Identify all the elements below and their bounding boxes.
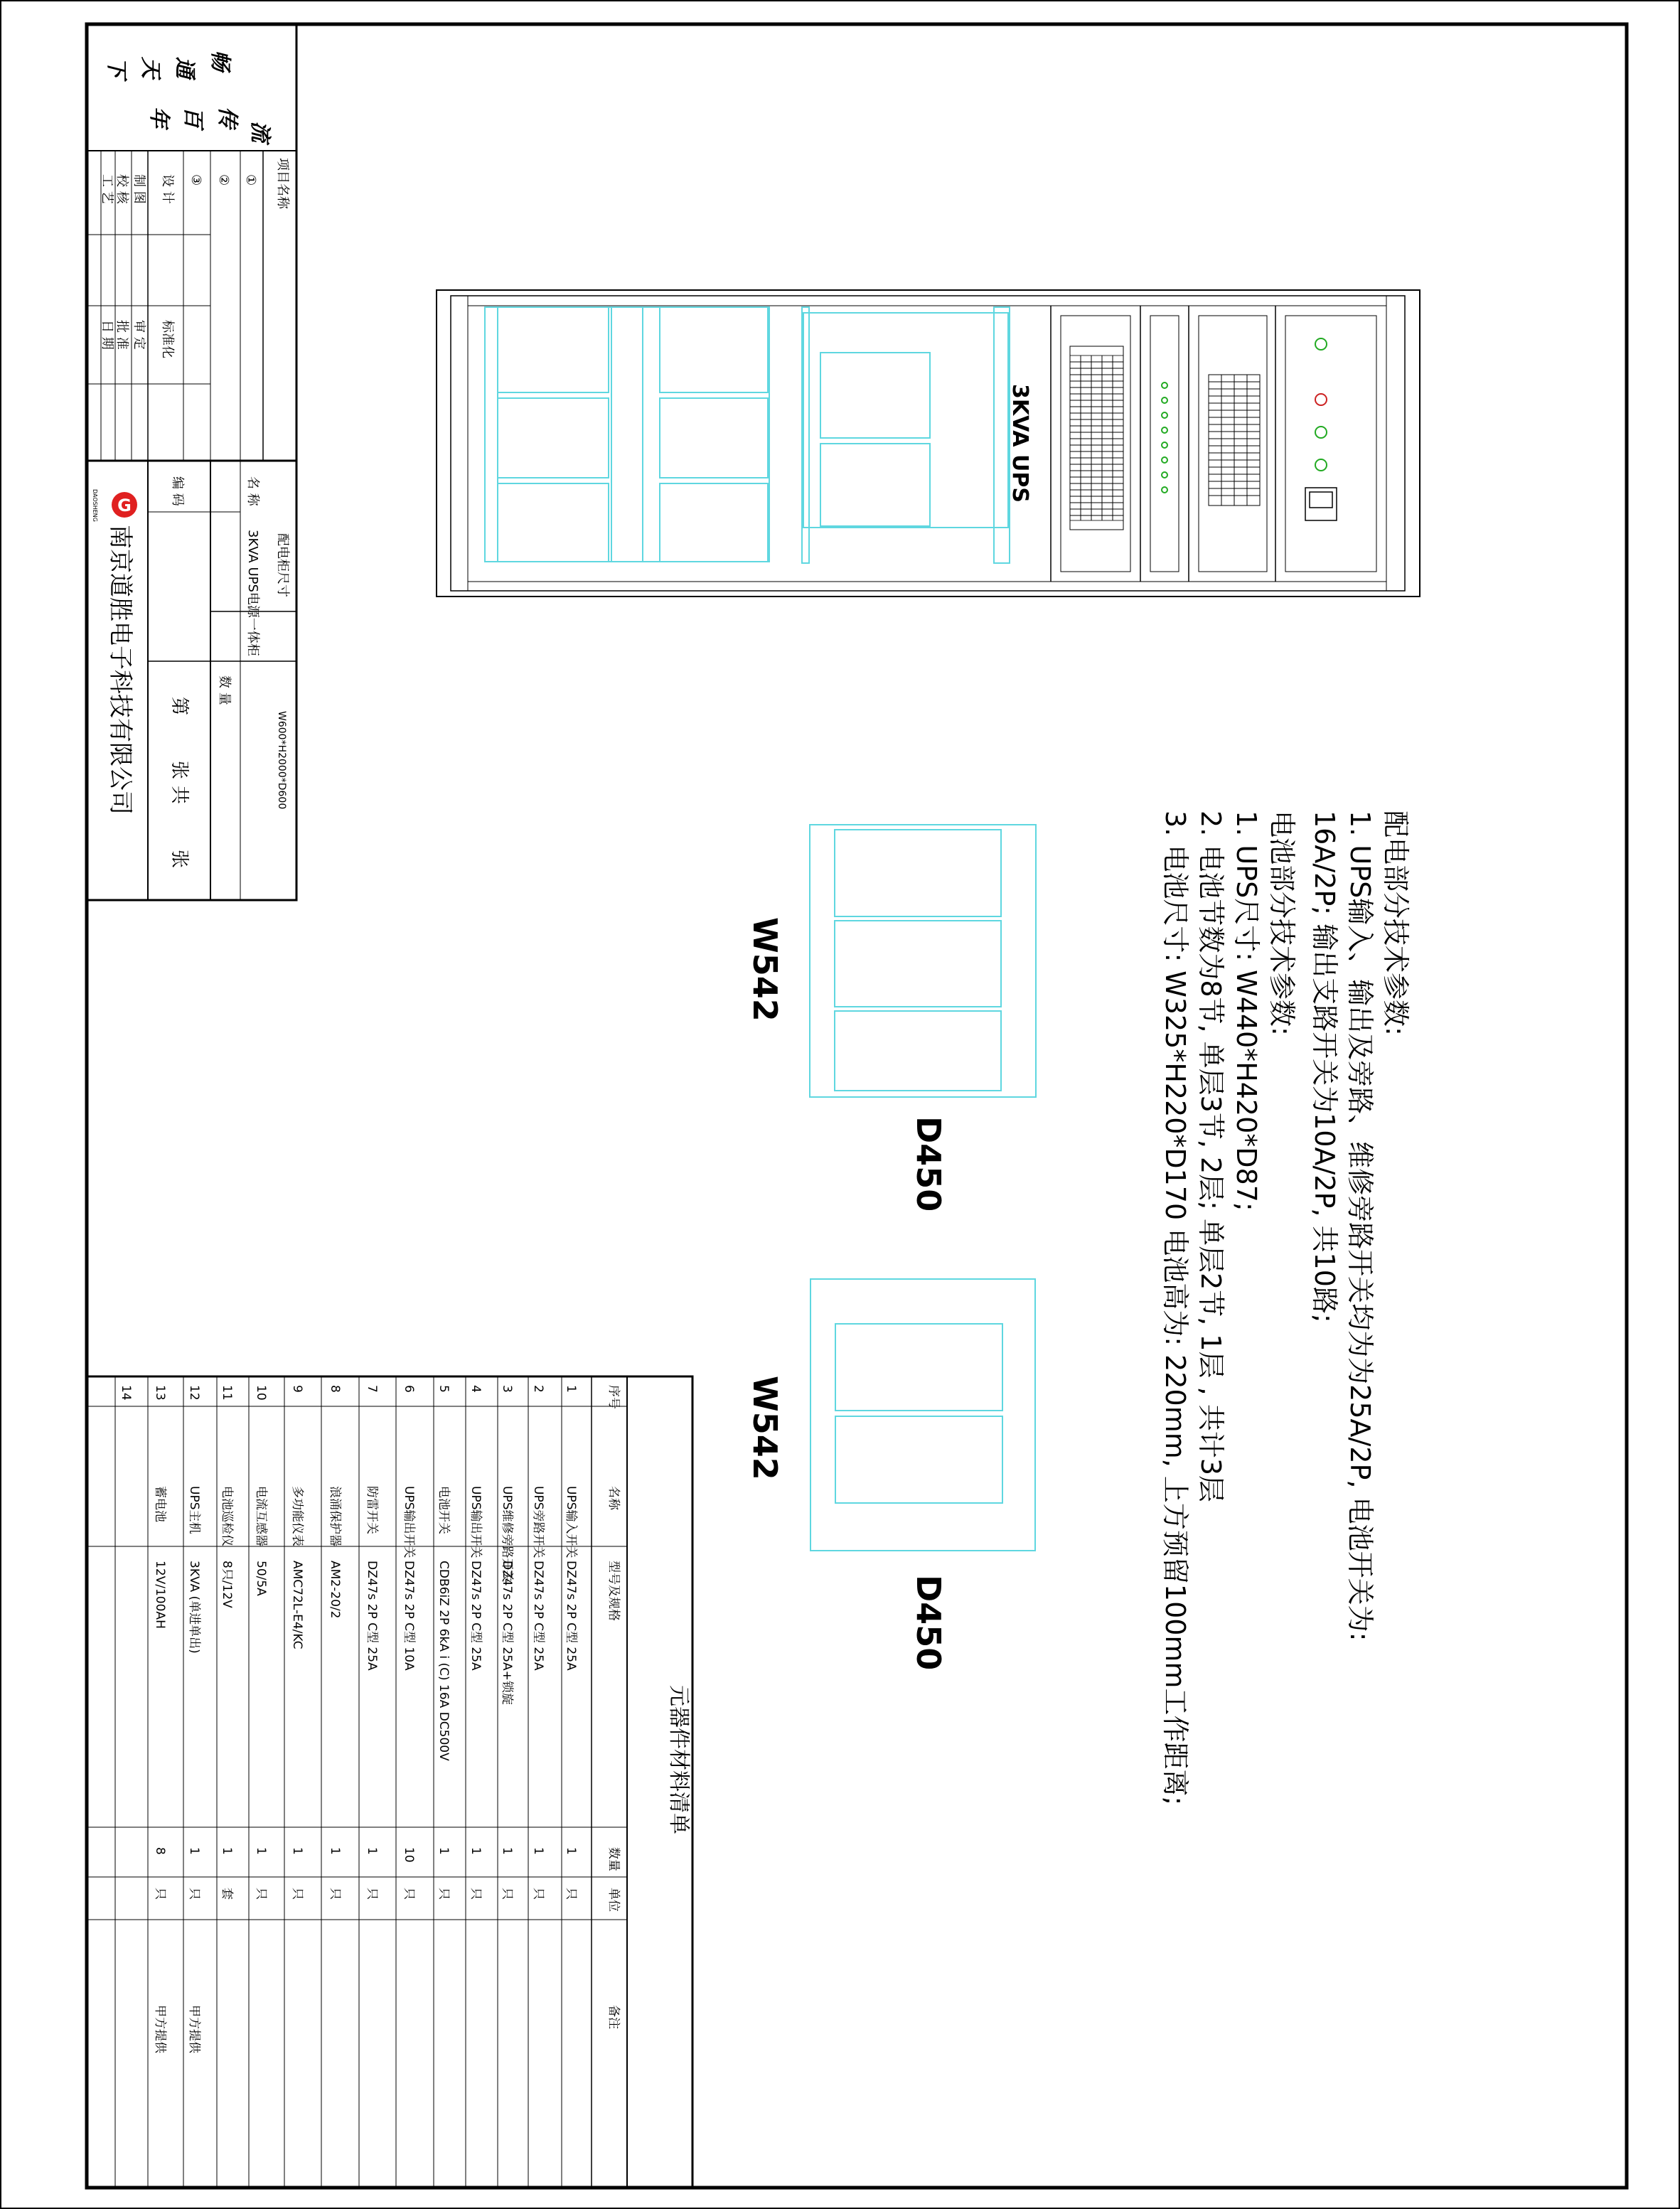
bom-header-cell: 序号 — [606, 1385, 621, 1409]
bom-cell: 防雷开关 — [365, 1486, 379, 1534]
bom-cell: 5 — [437, 1385, 451, 1393]
bom-cell: 10 — [254, 1385, 268, 1401]
bom-cell: 1 — [187, 1847, 201, 1855]
battery-view-1-width: W542 — [746, 917, 784, 1022]
bom-cell: 只 — [153, 1888, 167, 1900]
bom-cell: DZ47s 2P C型 25A+锁旋 — [500, 1561, 514, 1705]
bom-cell: 12V/100AH — [153, 1561, 167, 1629]
breaker-row-icon — [1070, 346, 1123, 530]
power-heading: 配电部分技术参数: — [1380, 811, 1411, 1036]
breaker-row-icon — [1209, 375, 1260, 506]
bom-cell: DZ47s 2P C型 25A — [531, 1561, 545, 1671]
bom-cell: 1 — [564, 1385, 578, 1393]
battery-line-1: 1. UPS尺寸: W440*H420*D87; — [1231, 811, 1262, 1212]
bom-cell: AM2-20/2 — [328, 1561, 342, 1619]
bom-cell: UPS输出开关 — [469, 1486, 483, 1558]
bom-cell: 只 — [531, 1888, 545, 1900]
bom-cell: 13 — [153, 1385, 167, 1401]
bom-cell: 1 — [469, 1847, 483, 1855]
bom-cell: 甲方提供 — [153, 2005, 167, 2053]
bom-cell: 只 — [500, 1888, 514, 1900]
code-label: 编 码 — [170, 476, 185, 506]
bom-table — [87, 1376, 692, 2188]
project-label: 项目名称 — [275, 158, 290, 209]
tech-notes — [1160, 811, 1411, 1805]
bom-cell: 1 — [531, 1847, 545, 1855]
battery-view-2 — [810, 1279, 1035, 1551]
bom-cell: 8 — [153, 1847, 167, 1855]
bom-cell: 只 — [402, 1888, 416, 1900]
bom-cell: UPS输出开关 — [402, 1486, 416, 1558]
product-name: 3KVA UPS电源一体柜 — [245, 530, 260, 656]
bom-cell: 9 — [290, 1385, 304, 1393]
bom-cell: DZ47s 2P C型 25A — [469, 1561, 483, 1671]
bom-cell: UPS旁路开关 — [531, 1486, 545, 1558]
bom-cell: 1 — [328, 1847, 342, 1855]
slogan — [104, 50, 272, 146]
bom-cell: 只 — [365, 1888, 379, 1900]
bom-cell: DZ47s 2P C型 10A — [402, 1561, 416, 1671]
circled-2: ② — [216, 174, 231, 186]
bom-cell: 14 — [119, 1385, 133, 1401]
bom-cell: DZ47s 2P C型 25A — [365, 1561, 379, 1671]
slogan-char: 通 — [172, 57, 197, 78]
role-approve-review: 审 定 — [132, 320, 146, 350]
bom-cell: 只 — [469, 1888, 483, 1900]
qty-label: 数 量 — [217, 675, 232, 705]
bom-header-cell: 数量 — [606, 1847, 621, 1871]
bom-cell: 10 — [402, 1847, 416, 1863]
bom-cell: 1 — [254, 1847, 268, 1855]
circled-3: ③ — [188, 174, 203, 186]
role-process: 工 艺 — [100, 174, 114, 204]
ups-label: 3KVA UPS — [1007, 384, 1032, 503]
bom-cell: 3KVA (单进单出) — [187, 1561, 201, 1654]
slogan-char: 下 — [104, 57, 129, 78]
bom-header-cell: 型号及规格 — [606, 1561, 621, 1621]
role-check: 校 核 — [114, 174, 129, 204]
inner-border — [87, 24, 1627, 2188]
bom-header-cell: 备注 — [606, 2005, 621, 2029]
bom-cell: 8只/12V — [220, 1561, 234, 1608]
bom-cell: 6 — [402, 1385, 416, 1393]
bom-cell: 2 — [531, 1385, 545, 1393]
power-line-1: 1. UPS输入、输出及旁路、维修旁路开关均为为25A/2P, 电池开关为: — [1344, 811, 1376, 1642]
bom-cell: 1 — [290, 1847, 304, 1855]
circled-1: ① — [243, 174, 258, 186]
battery-view-1-depth: D450 — [909, 1116, 948, 1212]
bom-cell: 1 — [365, 1847, 379, 1855]
bom-title: 元器件材料清单 — [666, 1685, 691, 1834]
slogan-char: 畅 — [208, 50, 232, 71]
bom-cell: 只 — [564, 1888, 578, 1900]
logo-sub: DAOSHENG — [92, 489, 98, 522]
bom-cell: 1 — [564, 1847, 578, 1855]
bom-cell: 50/5A — [254, 1561, 268, 1596]
bom-cell: UPS输入开关 — [564, 1486, 578, 1558]
bom-cell: CDB6iZ 2P 6kA i (C) 16A DC500V — [437, 1561, 451, 1761]
bom-cell: AMC72L-E4/KC — [290, 1561, 304, 1649]
indicator-led-icon — [1162, 383, 1167, 493]
sheet-no-3: 共 — [168, 786, 190, 805]
battery-view-2-width: W542 — [746, 1376, 784, 1480]
bom-header-cell: 单位 — [606, 1888, 621, 1912]
slogan-char: 年 — [146, 107, 171, 128]
bom-header-cell: 名称 — [606, 1486, 621, 1510]
logo-letter: G — [117, 496, 132, 515]
bom-cell: DZ47s 2P C型 25A — [564, 1561, 578, 1671]
bom-cell: 甲方提供 — [187, 2005, 201, 2053]
battery-line-3: 3. 电池尺寸: W325*H220*D170 电池高为: 220mm, 上方预留100mm工作距离; — [1160, 811, 1191, 1806]
company-logo — [92, 489, 137, 522]
bom-cell: 11 — [220, 1385, 234, 1401]
bom-cell: 1 — [220, 1847, 234, 1855]
slogan-char: 传 — [215, 107, 240, 128]
slogan-char: 流 — [247, 121, 272, 142]
bom-cell: 3 — [500, 1385, 514, 1393]
bom-cell: 只 — [437, 1888, 451, 1900]
bom-cell: 多功能仪表 — [290, 1486, 304, 1546]
slogan-char: 百 — [181, 107, 205, 128]
bom-cell: 7 — [365, 1385, 379, 1393]
cabinet-size-value: W600*H2000*D600 — [276, 711, 287, 810]
slogan-char: 天 — [138, 57, 163, 78]
bom-cell: 12 — [187, 1385, 201, 1401]
battery-view-2-depth: D450 — [909, 1575, 948, 1671]
bom-cell: 只 — [187, 1888, 201, 1900]
cabinet-size-label: 配电柜尺寸 — [275, 533, 290, 597]
bom-cell: UPS主机 — [187, 1486, 201, 1534]
role-design: 设 计 — [160, 174, 175, 204]
bom-cell: 只 — [290, 1888, 304, 1900]
company-name: 南京道胜电子科技有限公司 — [106, 525, 134, 815]
bom-cell: 只 — [254, 1888, 268, 1900]
bom-cell: 电池巡检仪 — [220, 1486, 234, 1546]
bom-cell: 电池开关 — [437, 1486, 451, 1534]
bom-cell: 蓄电池 — [153, 1486, 167, 1522]
bom-cell: 1 — [437, 1847, 451, 1855]
role-date: 日 期 — [100, 320, 114, 350]
sheet-no-1: 第 — [168, 697, 190, 716]
bom-cells — [119, 1385, 621, 2054]
battery-view-1 — [810, 825, 1036, 1097]
bom-cell: 浪涌保护器 — [328, 1486, 342, 1546]
bom-cell: 4 — [469, 1385, 483, 1393]
bom-cell: 套 — [220, 1888, 234, 1900]
role-draw: 制 图 — [132, 174, 146, 204]
bom-cell: UPS维修旁路开关 — [500, 1486, 514, 1583]
battery-line-2: 2. 电池节数为8节, 单层3节, 2层; 单层2节, 1层 , 共计3层 — [1195, 811, 1226, 1502]
sheet-no-2: 张 — [168, 761, 190, 780]
bom-cell: 电流互感器 — [254, 1486, 268, 1546]
role-standard: 标准化 — [160, 320, 175, 358]
name-label: 名 称 — [245, 476, 260, 506]
digital-meter-icon — [1305, 488, 1337, 520]
bom-cell: 只 — [328, 1888, 342, 1900]
cabinet-cyan-panels — [485, 307, 1010, 563]
indicator-led-icon — [1315, 338, 1327, 471]
power-line-2: 16A/2P; 输出支路开关为10A/2P, 共10路; — [1309, 811, 1340, 1323]
bom-cell: 1 — [500, 1847, 514, 1855]
role-approve: 批 准 — [114, 320, 129, 350]
battery-heading: 电池部分技术参数: — [1266, 811, 1298, 1036]
sheet-no-4: 张 — [168, 850, 190, 869]
bom-cell: 8 — [328, 1385, 342, 1393]
